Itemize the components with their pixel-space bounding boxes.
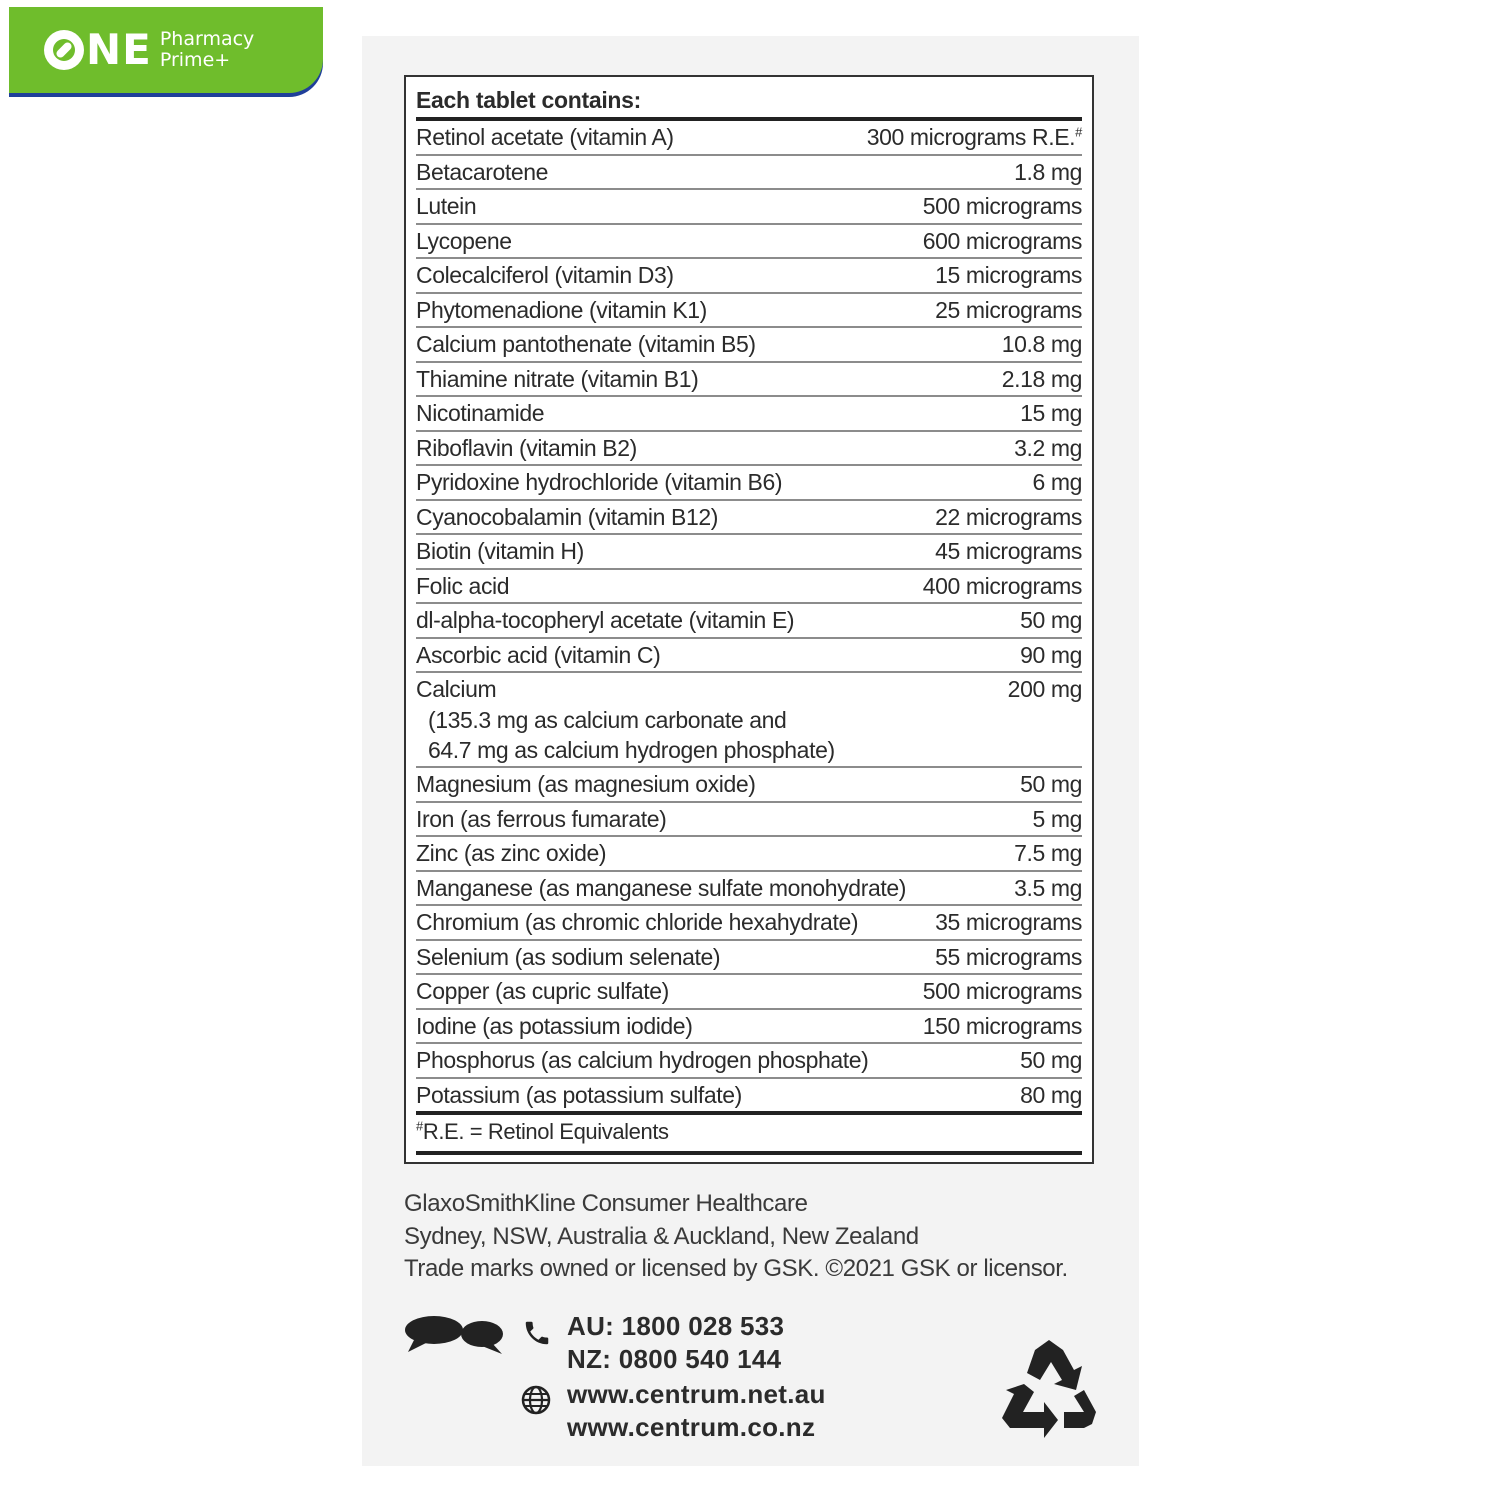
ingredient-amount: 600 micrograms	[922, 227, 1082, 254]
ingredient-name: Selenium (as sodium selenate)	[416, 943, 721, 970]
table-row	[416, 570, 1082, 605]
table-row	[416, 501, 1082, 536]
logo-line2: Prime+	[159, 49, 231, 71]
ingredient-amount: 15 micrograms	[935, 262, 1082, 288]
ingredient-name: Thiamine nitrate (vitamin B1)	[416, 365, 699, 392]
table-row	[416, 1010, 1082, 1045]
website-nz-link[interactable]: www.centrum.co.nz	[567, 1412, 816, 1442]
table-row	[416, 837, 1082, 872]
ingredient-amount: 50 mg	[1020, 771, 1082, 797]
table-row	[416, 975, 1082, 1010]
table-row	[416, 466, 1082, 501]
ingredient-amount: 7.5 mg	[1014, 840, 1082, 866]
ingredient-name: Colecalciferol (vitamin D3)	[416, 262, 674, 288]
contact-block	[404, 1308, 904, 1442]
globe-icon	[520, 1384, 552, 1416]
table-row	[416, 156, 1082, 191]
table-footnote: #R.E. = Retinol Equivalents	[416, 1115, 1082, 1155]
ingredient-amount: 10.8 mg	[1001, 331, 1082, 357]
ingredient-name: Chromium (as chromic chloride hexahydrate)	[416, 909, 859, 935]
table-row	[416, 190, 1082, 225]
company-line-2: Sydney, NSW, Australia & Auckland, New Zealand	[404, 1222, 919, 1250]
table-row	[416, 225, 1082, 260]
pharmacy-logo	[9, 7, 323, 93]
ingredients-table	[404, 75, 1094, 1164]
table-row	[416, 259, 1082, 294]
ingredient-amount: 3.5 mg	[1014, 874, 1082, 901]
ingredient-name: Calcium (135.3 mg as calcium carbonate and 64.7 mg as calcium hydrogen phosphate)	[416, 676, 835, 763]
ingredient-note: 64.7 mg as calcium hydrogen phosphate)	[428, 737, 835, 763]
ingredient-amount: 200 mg	[1007, 676, 1082, 702]
logo-line1: Pharmacy	[159, 28, 255, 50]
table-row	[416, 872, 1082, 907]
table-row	[416, 941, 1082, 976]
ingredient-name: Iron (as ferrous fumarate)	[416, 805, 667, 832]
ingredient-name: Phosphorus (as calcium hydrogen phosphate)	[416, 1047, 869, 1073]
ingredient-name: Magnesium (as magnesium oxide)	[416, 771, 756, 797]
table-row	[416, 535, 1082, 570]
speech-bubbles-icon	[404, 1314, 504, 1354]
recycle-icon	[994, 1340, 1104, 1440]
table-row	[416, 328, 1082, 363]
ingredient-name: Lycopene	[416, 227, 512, 254]
ingredient-amount: 5 mg	[1032, 805, 1082, 832]
ingredient-name: Potassium (as potassium sulfate)	[416, 1081, 742, 1108]
company-line-3: Trade marks owned or licensed by GSK. ©2021 GSK or licensor.	[404, 1255, 1068, 1282]
ingredient-amount: 2.18 mg	[1001, 365, 1082, 392]
ingredient-amount: 500 micrograms	[922, 193, 1082, 219]
ingredient-amount: 6 mg	[1032, 469, 1082, 495]
ingredient-name: Pyridoxine hydrochloride (vitamin B6)	[416, 469, 783, 495]
ingredient-name: Copper (as cupric sulfate)	[416, 978, 669, 1004]
table-row	[416, 121, 1082, 156]
ingredient-amount: 55 micrograms	[935, 943, 1082, 970]
ingredient-amount: 50 mg	[1020, 607, 1082, 633]
ingredient-name: Manganese (as manganese sulfate monohydrate)	[416, 874, 906, 901]
phone-icon	[522, 1318, 552, 1348]
ingredient-amount: 1.8 mg	[1014, 158, 1082, 185]
ingredient-name: Folic acid	[416, 572, 510, 599]
phone-nz[interactable]: NZ: 0800 540 144	[567, 1344, 782, 1374]
ingredient-name: Retinol acetate (vitamin A)	[416, 124, 674, 150]
table-row	[416, 639, 1082, 674]
table-row	[416, 363, 1082, 398]
table-row	[416, 768, 1082, 803]
table-row	[416, 803, 1082, 838]
ingredient-amount: 50 mg	[1020, 1047, 1082, 1073]
table-row	[416, 397, 1082, 432]
ingredient-name: Cyanocobalamin (vitamin B12)	[416, 503, 718, 530]
ingredient-name: Ascorbic acid (vitamin C)	[416, 641, 661, 668]
ingredient-name: Zinc (as zinc oxide)	[416, 840, 607, 866]
ingredient-amount: 22 micrograms	[935, 503, 1082, 530]
ingredient-name: Phytomenadione (vitamin K1)	[416, 296, 707, 323]
table-row	[416, 604, 1082, 639]
ingredient-amount: 150 micrograms	[922, 1012, 1082, 1039]
table-row	[416, 432, 1082, 467]
table-row	[416, 906, 1082, 941]
ingredient-name: Nicotinamide	[416, 400, 545, 426]
phone-au[interactable]: AU: 1800 028 533	[567, 1311, 785, 1341]
ingredient-amount: 3.2 mg	[1014, 434, 1082, 461]
logo-o-icon	[44, 30, 84, 70]
ingredient-amount: 45 micrograms	[935, 538, 1082, 564]
ingredient-amount: 15 mg	[1020, 400, 1082, 426]
website-au-link[interactable]: www.centrum.net.au	[567, 1379, 826, 1409]
ingredient-name: Biotin (vitamin H)	[416, 538, 584, 564]
table-row	[416, 1044, 1082, 1079]
ingredient-name: dl-alpha-tocopheryl acetate (vitamin E)	[416, 607, 795, 633]
company-line-1: GlaxoSmithKline Consumer Healthcare	[404, 1190, 808, 1217]
ingredient-amount: 35 micrograms	[935, 909, 1082, 935]
table-heading: Each tablet contains:	[416, 83, 1082, 121]
ingredient-amount: 400 micrograms	[922, 572, 1082, 599]
ingredient-amount: 500 micrograms	[922, 978, 1082, 1004]
table-row	[416, 1079, 1082, 1115]
ingredient-name: Betacarotene	[416, 158, 549, 185]
ingredient-amount: 25 micrograms	[935, 296, 1082, 323]
logo-subtitle	[160, 29, 254, 71]
ingredient-name: Riboflavin (vitamin B2)	[416, 434, 637, 461]
ingredient-amount: 300 micrograms R.E.#	[866, 124, 1082, 150]
ingredient-name: Calcium pantothenate (vitamin B5)	[416, 331, 756, 357]
ingredient-note: (135.3 mg as calcium carbonate and	[428, 707, 787, 733]
ingredient-name: Lutein	[416, 193, 477, 219]
company-info	[404, 1188, 1104, 1286]
ingredient-amount: 90 mg	[1020, 641, 1082, 668]
table-row	[416, 673, 1082, 768]
table-row	[416, 294, 1082, 329]
ingredient-name: Iodine (as potassium iodide)	[416, 1012, 693, 1039]
logo-ne-text: NE	[86, 25, 152, 74]
ingredient-amount: 80 mg	[1020, 1081, 1082, 1108]
